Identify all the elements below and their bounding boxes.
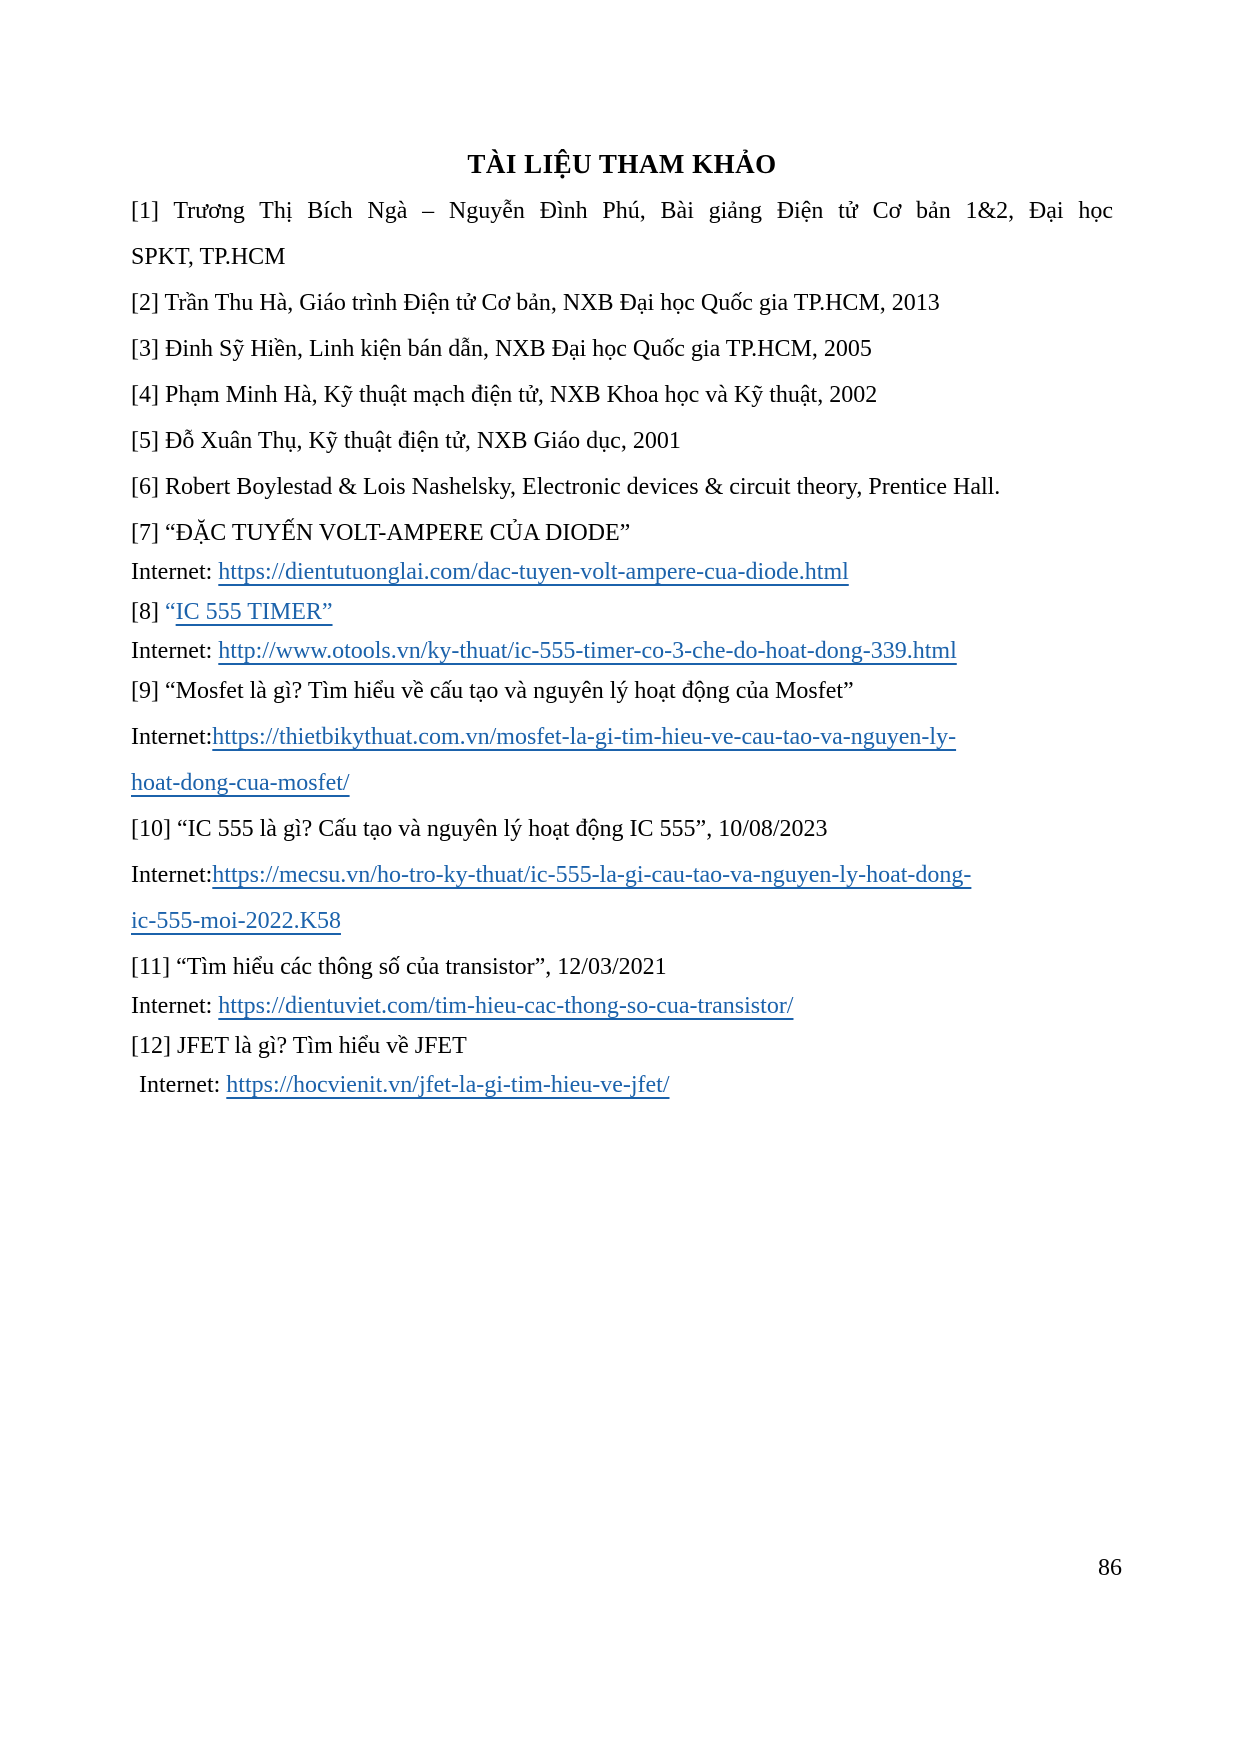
reference-5: [5] Đỗ Xuân Thụ, Kỹ thuật điện tử, NXB Giáo dục, 2001 bbox=[131, 428, 681, 454]
reference-7-title: [7] “ĐẶC TUYẾN VOLT-AMPERE CỦA DIODE” bbox=[131, 520, 631, 546]
reference-10-title: [10] “IC 555 là gì? Cấu tạo và nguyên lý hoạt động IC 555”, 10/08/2023 bbox=[131, 816, 828, 842]
reference-9-link-part-2[interactable]: hoat-dong-cua-mosfet/ bbox=[131, 770, 350, 796]
reference-9-link-part-1[interactable]: https://thietbikythuat.com.vn/mosfet-la-gi-tim-hieu-ve-cau-tao-va-nguyen-ly- bbox=[212, 724, 957, 750]
internet-label: Internet: bbox=[131, 862, 213, 888]
reference-10-link-part-2[interactable]: ic-555-moi-2022.K58 bbox=[131, 908, 341, 934]
reference-6: [6] Robert Boylestad & Lois Nashelsky, Electronic devices & circuit theory, Prentice Hall. bbox=[131, 474, 1001, 500]
reference-8-internet-line bbox=[131, 635, 1113, 668]
reference-12-title: [12] JFET là gì? Tìm hiểu về JFET bbox=[131, 1033, 467, 1059]
reference-2: [2] Trần Thu Hà, Giáo trình Điện tử Cơ bản, NXB Đại học Quốc gia TP.HCM, 2013 bbox=[131, 290, 940, 316]
internet-label: Internet: bbox=[131, 724, 213, 750]
references-section bbox=[131, 140, 1113, 1102]
reference-10-link-part-1[interactable]: https://mecsu.vn/ho-tro-ky-thuat/ic-555-la-gi-cau-tao-va-nguyen-ly-hoat-dong- bbox=[212, 862, 972, 888]
reference-8-title-link[interactable]: IC 555 TIMER” bbox=[175, 599, 333, 625]
reference-11-internet-line bbox=[131, 990, 1113, 1023]
internet-label: Internet: bbox=[131, 993, 219, 1019]
reference-9-link-continued bbox=[131, 760, 1113, 806]
reference-1-line-2: SPKT, TP.HCM bbox=[131, 244, 286, 270]
reference-10-link-continued bbox=[131, 898, 1113, 944]
page-number: 86 bbox=[1098, 1555, 1122, 1581]
reference-8-link[interactable]: http://www.otools.vn/ky-thuat/ic-555-timer-co-3-che-do-hoat-dong-339.html bbox=[218, 638, 957, 664]
reference-7-link[interactable]: https://dientutuonglai.com/dac-tuyen-volt-ampere-cua-diode.html bbox=[218, 559, 849, 585]
internet-label: Internet: bbox=[131, 559, 219, 585]
page-title: TÀI LIỆU THAM KHẢO bbox=[467, 149, 777, 179]
reference-10-internet-line bbox=[131, 852, 1113, 898]
reference-9-internet-line bbox=[131, 714, 1113, 760]
internet-label: Internet: bbox=[139, 1072, 227, 1098]
reference-11-title: [11] “Tìm hiểu các thông số của transistor”, 12/03/2021 bbox=[131, 954, 667, 980]
reference-3: [3] Đinh Sỹ Hiền, Linh kiện bán dẫn, NXB Đại học Quốc gia TP.HCM, 2005 bbox=[131, 336, 872, 362]
reference-8-number: [8] bbox=[131, 599, 165, 625]
reference-4: [4] Phạm Minh Hà, Kỹ thuật mạch điện tử, NXB Khoa học và Kỹ thuật, 2002 bbox=[131, 382, 878, 408]
reference-7-internet-line bbox=[131, 556, 1113, 589]
internet-label: Internet: bbox=[131, 638, 219, 664]
reference-12-internet-line bbox=[131, 1069, 1113, 1102]
reference-1-line-1: [1] Trương Thị Bích Ngà – Nguyễn Đình Phú, Bài giảng Điện tử Cơ bản 1&2, Đại học bbox=[131, 198, 1113, 224]
reference-12-link[interactable]: https://hocvienit.vn/jfet-la-gi-tim-hieu-ve-jfet/ bbox=[226, 1072, 670, 1098]
reference-8-title bbox=[131, 589, 1113, 635]
reference-11-link[interactable]: https://dientuviet.com/tim-hieu-cac-thong-so-cua-transistor/ bbox=[218, 993, 794, 1019]
reference-8-open-quote: “ bbox=[164, 599, 176, 625]
reference-9-title: [9] “Mosfet là gì? Tìm hiểu về cấu tạo và nguyên lý hoạt động của Mosfet” bbox=[131, 678, 854, 704]
